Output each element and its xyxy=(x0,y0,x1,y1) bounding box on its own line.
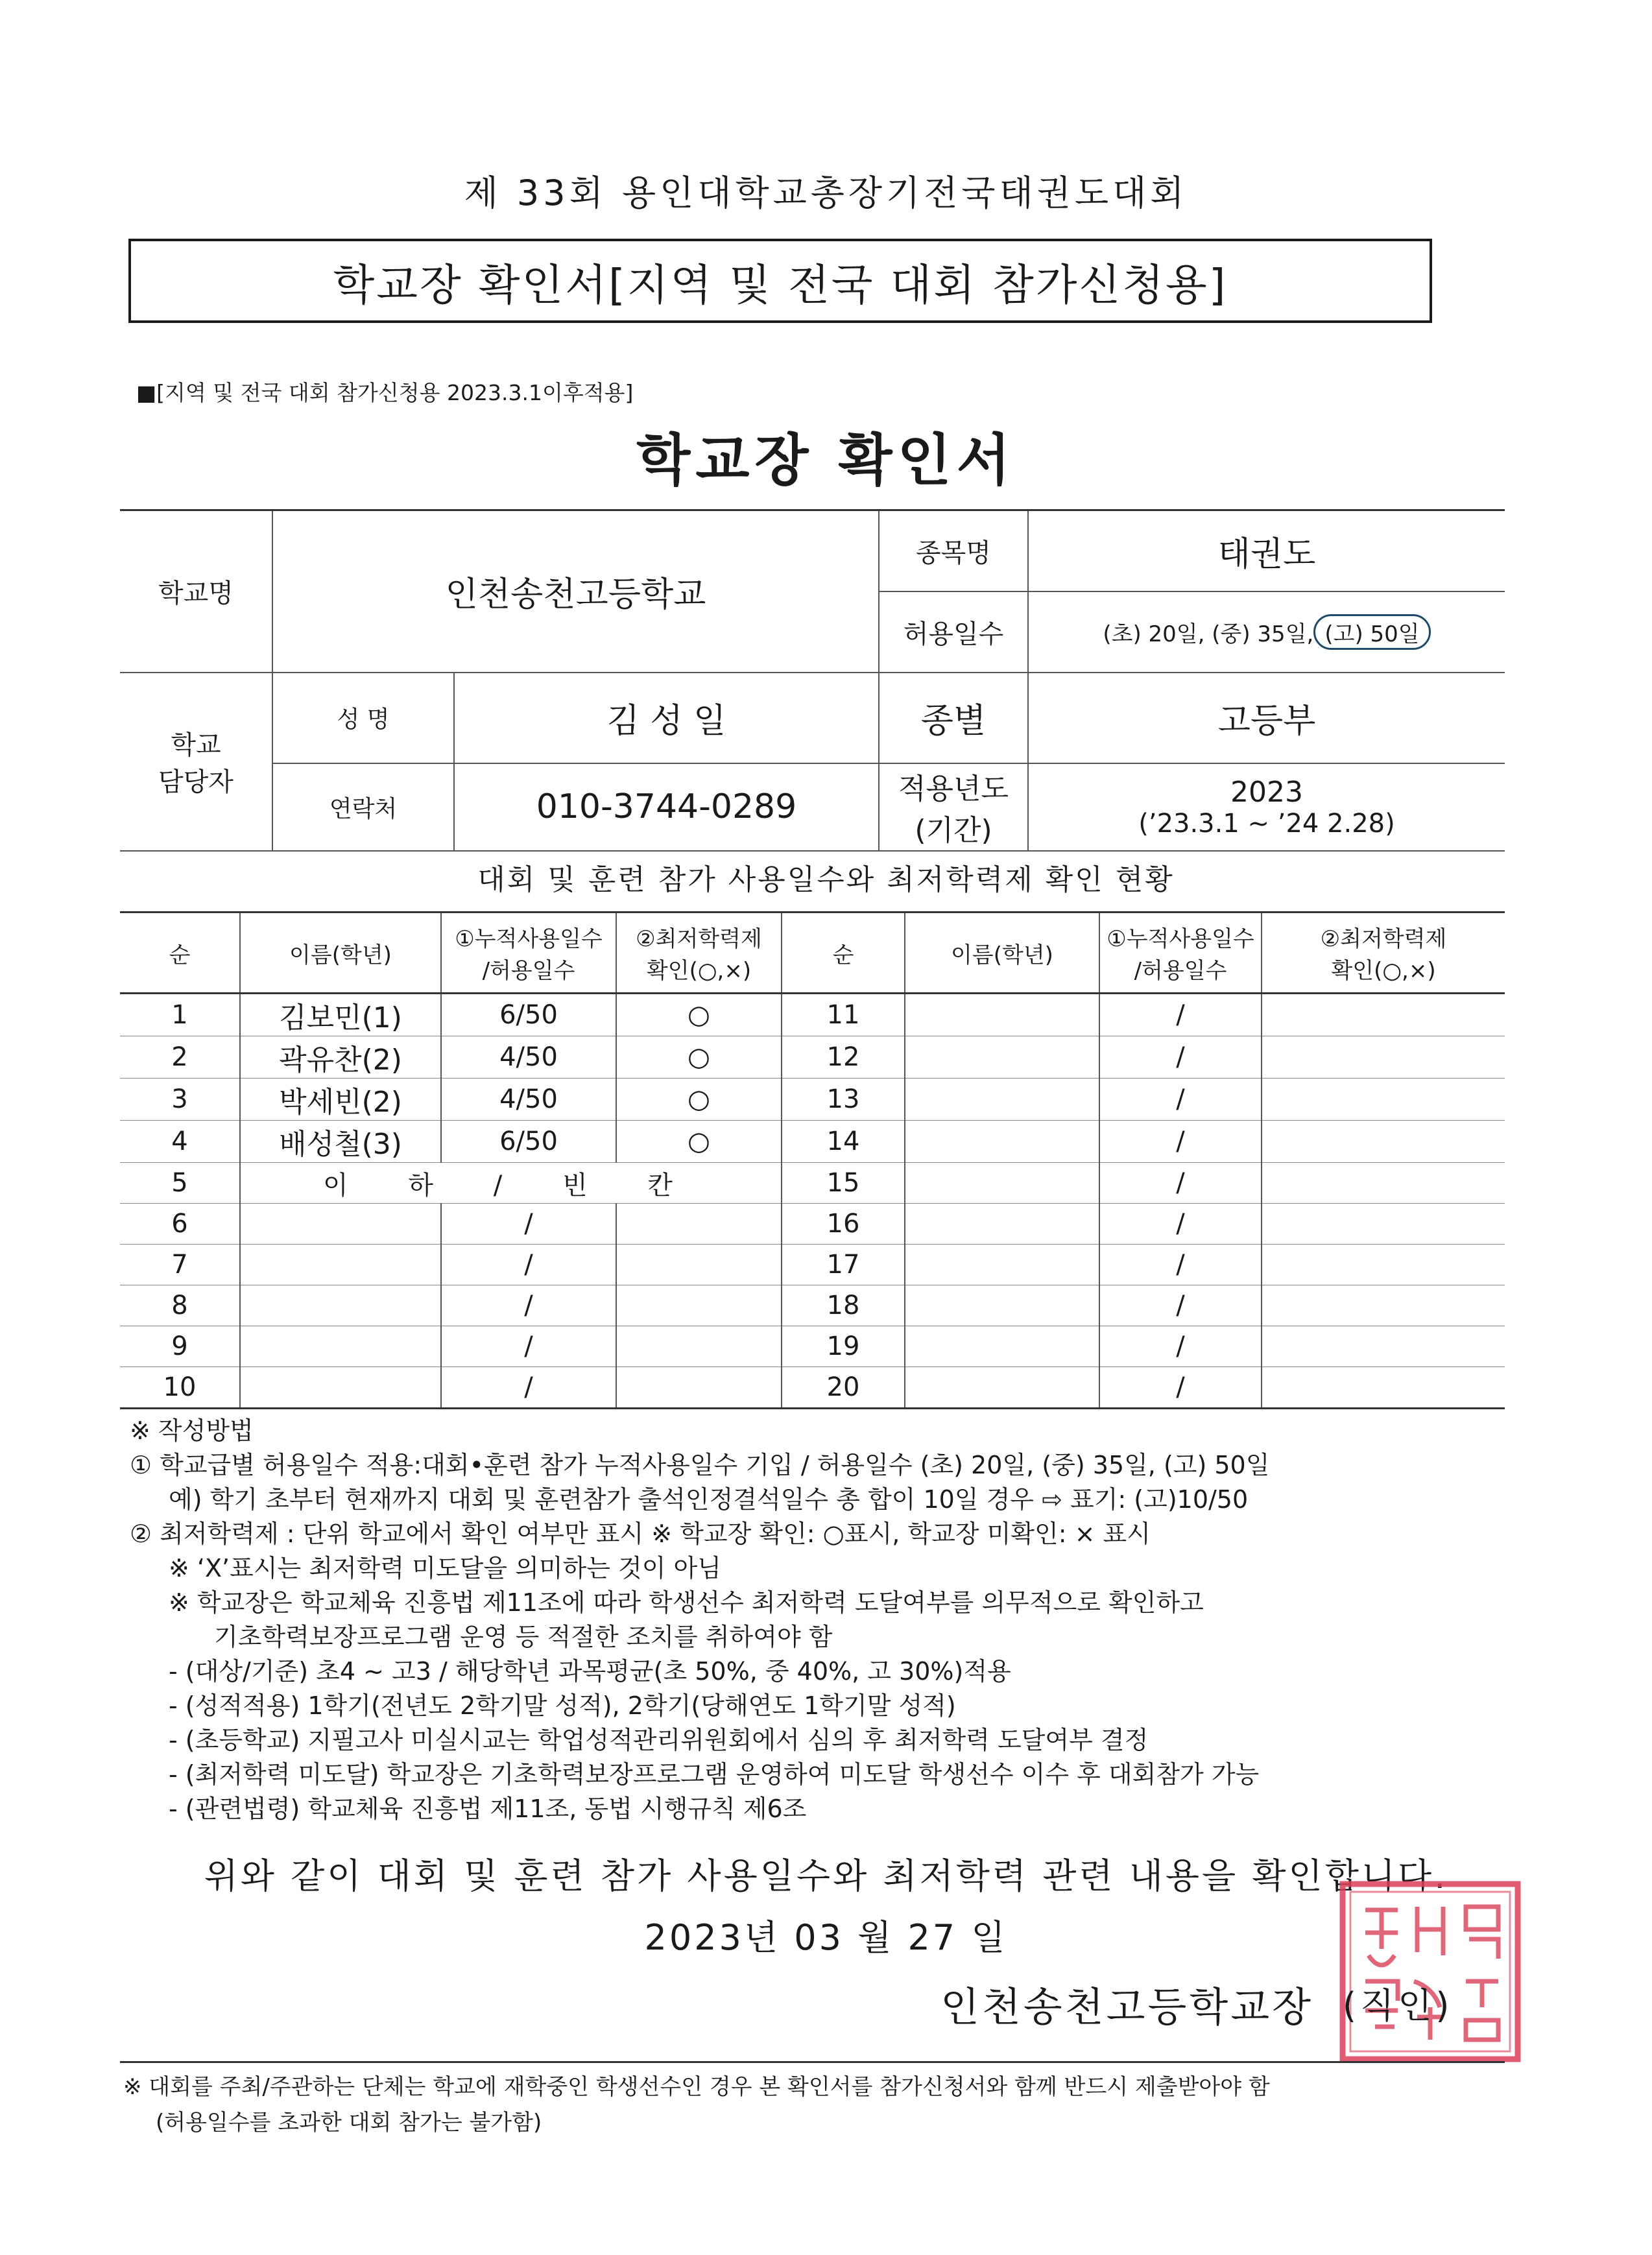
footer-divider xyxy=(120,2061,1505,2063)
table-row xyxy=(120,1079,1505,1121)
instruction-line: 기초학력보장프로그램 운영 등 적절한 조치를 취하여야 함 xyxy=(214,1623,833,1651)
header-used-days-right xyxy=(1099,913,1262,994)
blank-below-note: 이 하 / 빈 칸 xyxy=(240,1163,782,1204)
athlete-name-right xyxy=(905,1121,1099,1163)
min-academic-check-right xyxy=(1262,1079,1505,1121)
used-days-right: / xyxy=(1099,1326,1262,1367)
row-number: 8 xyxy=(120,1285,240,1326)
sport-label: 종목명 xyxy=(879,510,1028,591)
header-no-right: 순 xyxy=(782,913,905,994)
min-academic-check-right xyxy=(1262,1245,1505,1285)
header-used-days xyxy=(441,913,616,994)
athlete-name-right xyxy=(905,1204,1099,1245)
used-days: 6/50 xyxy=(441,1121,616,1163)
athlete-name: 곽유찬(2) xyxy=(240,1036,441,1079)
min-academic-check: ○ xyxy=(616,994,782,1036)
table-row xyxy=(120,1367,1505,1409)
used-days-right: / xyxy=(1099,1163,1262,1204)
allowed-days-prefix: (초) 20일, (중) 35일, xyxy=(1103,621,1314,647)
athlete-name: 배성철(3) xyxy=(240,1121,441,1163)
document-title-box xyxy=(128,239,1432,323)
athlete-name-right xyxy=(905,1036,1099,1079)
min-academic-check-right xyxy=(1262,994,1505,1036)
used-days: 4/50 xyxy=(441,1079,616,1121)
header-used-days-right-line1: ①누적사용일수 xyxy=(1107,926,1254,952)
row-number-right: 20 xyxy=(782,1367,905,1409)
instruction-line: - (초등학교) 지필고사 미실시교는 학업성적관리위원회에서 심의 후 최저학력 도달여부 결정 xyxy=(169,1726,1149,1754)
min-academic-check xyxy=(616,1367,782,1409)
instructions xyxy=(130,1414,1524,1826)
table-row xyxy=(120,1036,1505,1079)
row-number: 2 xyxy=(120,1036,240,1079)
row-number-right: 19 xyxy=(782,1326,905,1367)
applied-period: (’23.3.1 ~ ’24 2.28) xyxy=(1138,808,1395,839)
athlete-roster-table xyxy=(120,911,1505,1409)
table-row xyxy=(120,1285,1505,1326)
athlete-name xyxy=(240,1367,441,1409)
row-number: 5 xyxy=(120,1163,240,1204)
used-days: 4/50 xyxy=(441,1036,616,1079)
confirmation-date: 2023년 03 월 27 일 xyxy=(644,1917,1008,1958)
used-days-right: / xyxy=(1099,994,1262,1036)
document-title: 학교장 확인서[지역 및 전국 대회 참가신청용] xyxy=(333,259,1228,310)
row-number: 3 xyxy=(120,1079,240,1121)
division-value: 고등부 xyxy=(1028,673,1505,763)
header-min-academic-right-line2: 확인(○,×) xyxy=(1331,958,1436,984)
row-number-right: 13 xyxy=(782,1079,905,1121)
header-no: 순 xyxy=(120,913,240,994)
allowed-days-value xyxy=(1028,591,1505,673)
min-academic-check-right xyxy=(1262,1163,1505,1204)
row-number-right: 17 xyxy=(782,1245,905,1285)
form-note: ■[지역 및 전국 대회 참가신청용 2023.3.1이후적용] xyxy=(136,380,634,405)
athlete-name-right xyxy=(905,1163,1099,1204)
applied-year: 2023 xyxy=(1230,775,1303,809)
header-min-academic-right xyxy=(1262,913,1505,994)
min-academic-check xyxy=(616,1204,782,1245)
confirmation-statement: 위와 같이 대회 및 훈련 참가 사용일수와 최저학력 관련 내용을 확인합니다. xyxy=(204,1855,1448,1896)
instruction-line: - (관련법령) 학교체육 진흥법 제11조, 동법 시행규칙 제6조 xyxy=(169,1795,807,1823)
manager-label xyxy=(120,673,272,851)
name-label: 성 명 xyxy=(272,673,454,763)
athlete-name-right xyxy=(905,1079,1099,1121)
athlete-name: 박세빈(2) xyxy=(240,1079,441,1121)
footer-note-sub: (허용일수를 초과한 대회 참가는 불가함) xyxy=(156,2110,542,2136)
min-academic-check-right xyxy=(1262,1326,1505,1367)
manager-label-line1: 학교 xyxy=(171,730,221,760)
name-value: 김 성 일 xyxy=(454,673,879,763)
instruction-line: ※ ‘X’표시는 최저학력 미도달을 의미하는 것이 아님 xyxy=(169,1554,721,1582)
used-days: / xyxy=(441,1326,616,1367)
row-number: 6 xyxy=(120,1204,240,1245)
min-academic-check-right xyxy=(1262,1036,1505,1079)
sport-value: 태권도 xyxy=(1028,510,1505,591)
table-row xyxy=(120,1204,1505,1245)
used-days-right: / xyxy=(1099,1204,1262,1245)
header-used-days-right-line2: /허용일수 xyxy=(1134,958,1227,984)
table-row xyxy=(120,1326,1505,1367)
row-number-right: 15 xyxy=(782,1163,905,1204)
row-number-right: 16 xyxy=(782,1204,905,1245)
contact-value: 010-3744-0289 xyxy=(454,763,879,851)
athlete-name-right xyxy=(905,1326,1099,1367)
used-days-right: / xyxy=(1099,1367,1262,1409)
used-days-right: / xyxy=(1099,1121,1262,1163)
row-number: 4 xyxy=(120,1121,240,1163)
header-name-right: 이름(학년) xyxy=(905,913,1099,994)
used-days: / xyxy=(441,1204,616,1245)
period-label-line2: (기간) xyxy=(915,814,992,847)
header-used-days-line1: ①누적사용일수 xyxy=(455,926,603,952)
period-value xyxy=(1028,763,1505,851)
used-days: / xyxy=(441,1367,616,1409)
used-days-right: / xyxy=(1099,1285,1262,1326)
min-academic-check: ○ xyxy=(616,1079,782,1121)
min-academic-check: ○ xyxy=(616,1121,782,1163)
period-label xyxy=(879,763,1028,851)
instruction-line: ※ 작성방법 xyxy=(130,1416,254,1445)
table-row xyxy=(120,1121,1505,1163)
athlete-name: 김보민(1) xyxy=(240,994,441,1036)
row-number-right: 14 xyxy=(782,1121,905,1163)
instruction-line: ※ 학교장은 학교체육 진흥법 제11조에 따라 학생선수 최저학력 도달여부를 의무적으로 확인하고 xyxy=(169,1588,1204,1617)
row-number: 10 xyxy=(120,1367,240,1409)
period-label-line1: 적용년도 xyxy=(898,772,1009,805)
school-value: 인천송천고등학교 xyxy=(272,510,879,673)
min-academic-check-right xyxy=(1262,1204,1505,1245)
used-days-right: / xyxy=(1099,1079,1262,1121)
official-seal-stamp xyxy=(1336,1878,1524,2066)
event-title: 제 33회 용인대학교총장기전국태권도대회 xyxy=(464,173,1188,213)
used-days: 6/50 xyxy=(441,994,616,1036)
footer-note: ※ 대회를 주최/주관하는 단체는 학교에 재학중인 학생선수인 경우 본 확인서를 참가신청서와 함께 반드시 제출받아야 함 xyxy=(123,2074,1270,2100)
header-used-days-line2: /허용일수 xyxy=(482,958,575,984)
manager-label-line2: 담당자 xyxy=(158,767,233,797)
row-number: 7 xyxy=(120,1245,240,1285)
min-academic-check xyxy=(616,1285,782,1326)
min-academic-check-right xyxy=(1262,1285,1505,1326)
header-min-academic-right-line1: ②최저학력제 xyxy=(1320,926,1447,952)
instruction-line: - (성적적용) 1학기(전년도 2학기말 성적), 2학기(당해연도 1학기말 성적) xyxy=(169,1691,956,1720)
seal-label: (직인) xyxy=(1343,1985,1454,2026)
row-number-right: 11 xyxy=(782,994,905,1036)
athlete-name xyxy=(240,1245,441,1285)
instruction-line: - (최저학력 미도달) 학교장은 기초학력보장프로그램 운영하여 미도달 학생선수 이수 후 대회참가 가능 xyxy=(169,1760,1260,1789)
athlete-name xyxy=(240,1204,441,1245)
division-label: 종별 xyxy=(879,673,1028,763)
row-number: 9 xyxy=(120,1326,240,1367)
instruction-line: - (대상/기준) 초4 ~ 고3 / 해당학년 과목평균(초 50%, 중 40%, 고 30%)적용 xyxy=(169,1657,1011,1686)
table-row xyxy=(120,1163,1505,1204)
min-academic-check-right xyxy=(1262,1367,1505,1409)
used-days-right: / xyxy=(1099,1036,1262,1079)
min-academic-check xyxy=(616,1245,782,1285)
row-number: 1 xyxy=(120,994,240,1036)
athlete-name-right xyxy=(905,994,1099,1036)
athlete-name xyxy=(240,1326,441,1367)
table-row xyxy=(120,994,1505,1036)
school-info-table xyxy=(120,509,1505,852)
row-number-right: 18 xyxy=(782,1285,905,1326)
min-academic-check: ○ xyxy=(616,1036,782,1079)
contact-label: 연락처 xyxy=(272,763,454,851)
instruction-line: 예) 학기 초부터 현재까지 대회 및 훈련참가 출석인정결석일수 총 합이 10일 경우 ⇨ 표기: (고)10/50 xyxy=(169,1485,1249,1514)
roster-header-row xyxy=(120,913,1505,994)
status-title: 대회 및 훈련 참가 사용일수와 최저학력제 확인 현황 xyxy=(477,863,1175,896)
school-label: 학교명 xyxy=(120,510,272,673)
used-days-right: / xyxy=(1099,1245,1262,1285)
instruction-line: ① 학교급별 허용일수 적용:대회•훈련 참가 누적사용일수 기입 / 허용일수 (초) 20일, (중) 35일, (고) 50일 xyxy=(130,1451,1270,1479)
row-number-right: 12 xyxy=(782,1036,905,1079)
instruction-line: ② 최저학력제 : 단위 학교에서 확인 여부만 표시 ※ 학교장 확인: ○표시, 학교장 미확인: × 표시 xyxy=(130,1520,1151,1548)
allowed-days-label: 허용일수 xyxy=(879,591,1028,673)
athlete-name-right xyxy=(905,1285,1099,1326)
athlete-name-right xyxy=(905,1367,1099,1409)
principal-signature-line: 인천송천고등학교장 xyxy=(940,1983,1314,2031)
header-min-academic-line2: 확인(○,×) xyxy=(646,958,752,984)
header-min-academic-line1: ②최저학력제 xyxy=(636,926,762,952)
min-academic-check xyxy=(616,1326,782,1367)
used-days: / xyxy=(441,1285,616,1326)
header-name: 이름(학년) xyxy=(240,913,441,994)
header-min-academic xyxy=(616,913,782,994)
allowed-days-circled: (고) 50일 xyxy=(1313,614,1430,650)
form-title: 학교장 확인서 xyxy=(636,428,1016,493)
athlete-name xyxy=(240,1285,441,1326)
used-days: / xyxy=(441,1245,616,1285)
table-row xyxy=(120,1245,1505,1285)
athlete-name-right xyxy=(905,1245,1099,1285)
min-academic-check-right xyxy=(1262,1121,1505,1163)
